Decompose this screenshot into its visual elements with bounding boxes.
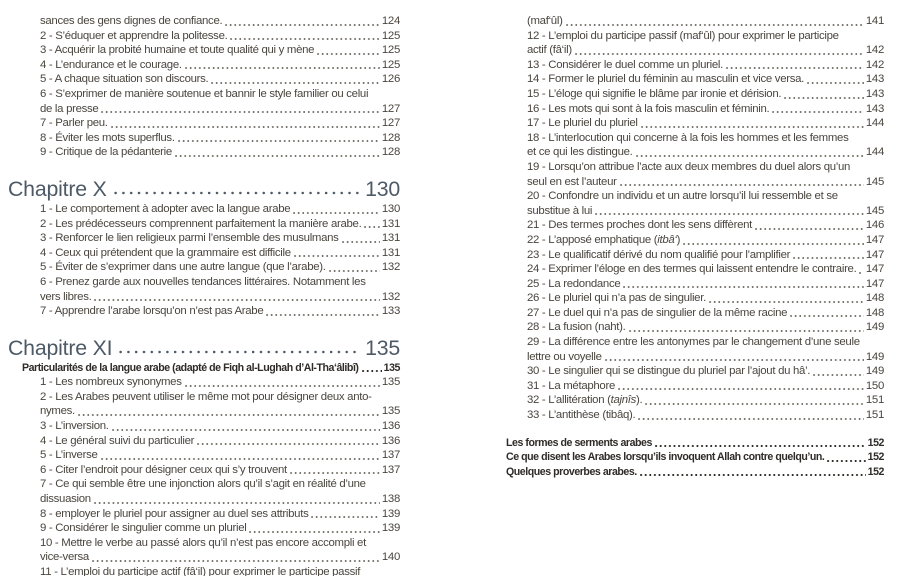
dot-leader-icon — [772, 110, 863, 114]
dot-leader-icon — [329, 269, 380, 273]
toc-entry — [8, 14, 400, 29]
entry-line: 11 - L’emploi du participe actif (fâ‘il) pour exprimer le participe passif — [40, 566, 361, 576]
dot-leader-icon — [94, 298, 379, 302]
page-number: 135 — [381, 405, 400, 418]
page-number: 140 — [381, 551, 400, 564]
page-number: 144 — [865, 117, 884, 130]
entry-text: de la presse — [40, 102, 99, 115]
entry-text: 1 - Les nombreux synonymes — [40, 376, 182, 389]
entry-text: Chapitre XI — [8, 335, 113, 360]
dot-leader-icon — [185, 66, 380, 70]
toc-entry — [8, 29, 400, 44]
toc-entry — [8, 419, 400, 434]
entry-text: seul en est l’auteur — [527, 175, 617, 188]
dot-leader-icon — [230, 37, 379, 41]
dot-leader-icon — [807, 81, 864, 85]
entry-text: 5 - L’inverse — [40, 449, 98, 462]
toc-section-entry — [506, 436, 884, 451]
page-number: 132 — [381, 290, 400, 303]
page-number: 127 — [381, 117, 400, 130]
dot-leader-icon — [566, 23, 864, 27]
toc-entry — [506, 131, 884, 160]
entry-text: 22 - L’apposé emphatique (itbâ‘) — [527, 233, 681, 246]
dot-leader-icon — [618, 387, 864, 391]
entry-line: 20 - Confondre un individu et un autre lorsqu’il lui ressemble et se — [527, 190, 838, 203]
toc-entry — [506, 291, 884, 306]
page-number: 148 — [865, 292, 884, 305]
page-number: 149 — [865, 350, 884, 363]
entry-text: 16 - Les mots qui sont à la fois masculin et féminin. — [527, 102, 770, 115]
toc-entry — [8, 231, 400, 246]
toc-entry — [8, 521, 400, 536]
toc-entry — [506, 87, 884, 102]
dot-leader-icon — [185, 384, 380, 388]
dot-leader-icon — [249, 530, 379, 534]
entry-text: 13 - Considérer le duel comme un pluriel. — [527, 58, 723, 71]
entry-text: 1 - Le comportement à adopter avec la langue arabe — [40, 202, 291, 215]
dot-leader-icon — [294, 254, 380, 258]
page-number: 127 — [381, 102, 400, 115]
dot-leader-icon — [112, 428, 380, 432]
entry-text: 7 - Apprendre l’arabe lorsqu’on n’est pas Arabe — [40, 305, 264, 318]
entry-text: sances des gens dignes de confiance. — [40, 15, 223, 27]
dot-leader-icon — [290, 471, 380, 475]
page-number: 131 — [381, 232, 400, 245]
entry-text: lettre ou voyelle — [527, 350, 602, 363]
toc-entry — [506, 379, 884, 394]
entry-text: 2 - S’éduquer et apprendre la politesse. — [40, 29, 228, 42]
chapter-heading — [8, 177, 400, 201]
toc-entry — [8, 304, 400, 319]
entry-text: 4 - Le général suivi du particulier — [40, 434, 195, 447]
page-number: 152 — [867, 451, 884, 464]
page-number: 147 — [865, 248, 884, 261]
page-number: 125 — [381, 58, 400, 71]
entry-line: 6 - Prenez garde aux nouvelles tendances littéraires. Notamment les — [40, 275, 366, 288]
entry-text: 27 - Le duel qui n’a pas de singulier de la même racine — [527, 306, 788, 319]
entry-text: 33 - L’antithèse (tibâq). — [527, 409, 636, 422]
entry-text: 25 - La redondance — [527, 277, 621, 290]
dot-leader-icon — [178, 139, 380, 143]
toc-entry — [8, 375, 400, 390]
dot-leader-icon — [175, 154, 380, 158]
entry-text: 26 - Le pluriel qui n’a pas de singulier. — [527, 292, 706, 305]
toc-entry — [8, 565, 400, 576]
dot-leader-icon — [641, 125, 864, 129]
entry-line: 12 - L’emploi du participe passif (maf‘ûl) pour exprimer le participe — [527, 29, 839, 42]
entry-text: 8 - employer le pluriel pour assigner au duel ses attributs — [40, 507, 309, 520]
toc-entry — [506, 58, 884, 73]
page-number: 136 — [381, 434, 400, 447]
page-number: 143 — [865, 73, 884, 86]
dot-leader-icon — [726, 66, 864, 70]
toc-entry — [8, 463, 400, 478]
page-number: 128 — [381, 146, 400, 159]
toc-entry — [8, 260, 400, 275]
entry-text: vers libres. — [40, 290, 92, 303]
toc-entry — [506, 335, 884, 364]
page-number: 142 — [865, 44, 884, 57]
dot-leader-icon — [755, 227, 864, 231]
dot-leader-icon — [813, 373, 864, 377]
page-number: 147 — [865, 233, 884, 246]
dot-leader-icon — [94, 501, 380, 505]
page-number: 139 — [381, 522, 400, 535]
page-number: 135 — [383, 361, 400, 374]
entry-text: et ce qui les distingue. — [527, 146, 633, 159]
page-number: 137 — [381, 463, 400, 476]
dot-leader-icon — [595, 212, 864, 216]
entry-text: 31 - La métaphore — [527, 379, 615, 392]
dot-leader-icon — [362, 369, 382, 373]
page-number: 149 — [865, 321, 884, 334]
entry-text: Les formes de serments arabes — [506, 436, 652, 449]
entry-text: 3 - Acquérir la probité humaine et toute qualité qui y mène — [40, 44, 315, 57]
toc-section-entry — [506, 450, 884, 465]
dot-leader-icon — [575, 52, 864, 56]
toc-entry — [8, 145, 400, 160]
entry-line: 29 - La différence entre les antonymes par le changement d’une seule — [527, 336, 860, 349]
entry-text: 3 - L’inversion. — [40, 420, 109, 433]
entry-text: 21 - Des termes proches dont les sens diffèrent — [527, 219, 753, 232]
page-number: 135 — [365, 335, 400, 360]
dot-leader-icon — [211, 81, 379, 85]
toc-entry — [506, 364, 884, 379]
toc-entry — [8, 448, 400, 463]
page-number: 125 — [381, 44, 400, 57]
dot-leader-icon — [629, 329, 864, 333]
page-number: 126 — [381, 73, 400, 86]
toc-entry — [506, 393, 884, 408]
page-number: 146 — [865, 219, 884, 232]
dot-leader-icon — [683, 242, 864, 246]
entry-text: 15 - L’éloge qui signifie le blâme par ironie et dérision. — [527, 87, 782, 100]
toc-entry — [8, 275, 400, 304]
dot-leader-icon — [197, 442, 380, 446]
entry-text: nymes. — [40, 405, 75, 418]
page-number: 130 — [381, 202, 400, 215]
toc-column-right — [506, 14, 884, 479]
entry-text: Chapitre X — [8, 176, 107, 201]
toc-entry — [8, 131, 400, 146]
entry-line: 10 - Mettre le verbe au passé alors qu’il n’est pas encore accompli et — [40, 536, 366, 549]
page-number: 152 — [867, 436, 884, 449]
entry-line: 19 - Lorsqu’on attribue l’acte aux deux membres du duel alors qu’un — [527, 160, 851, 173]
dot-leader-icon — [119, 349, 360, 355]
page-number: 138 — [381, 493, 400, 506]
dot-leader-icon — [311, 515, 379, 519]
page-number: 141 — [865, 15, 884, 27]
toc-entry — [8, 43, 400, 58]
page-number: 143 — [865, 87, 884, 100]
entry-text: 30 - Le singulier qui se distingue du pluriel par l’ajout du hâ’. — [527, 365, 811, 378]
dot-leader-icon — [645, 402, 863, 406]
toc-entry — [506, 320, 884, 335]
page-number: 125 — [381, 29, 400, 42]
page-number: 147 — [865, 263, 884, 276]
toc-entry — [506, 102, 884, 117]
page-number: 131 — [381, 246, 400, 259]
toc-entry — [506, 72, 884, 87]
entry-text: 17 - Le pluriel du pluriel — [527, 117, 638, 130]
toc-entry — [506, 408, 884, 423]
dot-leader-icon — [293, 211, 380, 215]
toc-entry — [506, 306, 884, 321]
toc-entry — [8, 434, 400, 449]
page-number: 137 — [381, 449, 400, 462]
toc-entry — [506, 248, 884, 263]
dot-leader-icon — [266, 313, 380, 317]
toc-entry — [506, 14, 884, 29]
dot-leader-icon — [636, 154, 864, 158]
page-number: 152 — [867, 465, 884, 478]
toc-entry — [8, 217, 400, 232]
toc-entry — [8, 246, 400, 261]
entry-text: 14 - Former le pluriel du féminin au masculin et vice versa. — [527, 73, 805, 86]
toc-entry — [506, 277, 884, 292]
dot-leader-icon — [784, 96, 864, 100]
toc-entry — [8, 477, 400, 506]
page-number: 151 — [865, 394, 884, 407]
entry-text: Ce que disent les Arabes lorsqu’ils invoquent Allah contre quelqu’un. — [506, 451, 825, 464]
dot-leader-icon — [623, 285, 863, 289]
entry-text: Quelques proverbes arabes. — [506, 465, 637, 478]
page-number: 145 — [865, 204, 884, 217]
dot-leader-icon — [92, 559, 380, 563]
entry-text: substitue à lui — [527, 204, 593, 217]
entry-text: 24 - Exprimer l’éloge en des termes qui laissent entendre le contraire. — [527, 263, 857, 276]
page-number: 136 — [381, 420, 400, 433]
toc-entry — [8, 507, 400, 522]
entry-line: 18 - L’interlocution qui concerne à la fois les hommes et les femmes — [527, 131, 849, 144]
toc-entry — [8, 536, 400, 565]
dot-leader-icon — [620, 183, 864, 187]
entry-text: vice-versa — [40, 551, 89, 564]
page-number: 147 — [865, 277, 884, 290]
entry-text: 8 - Éviter les mots superflus. — [40, 131, 175, 144]
entry-text: 5 - Éviter de s’exprimer dans une autre langue (que l’arabe). — [40, 261, 326, 274]
entry-text: 9 - Critique de la pédanterie — [40, 146, 172, 159]
entry-text: 32 - L’allitération (tajnîs). — [527, 394, 643, 407]
toc-section-entry — [506, 465, 884, 480]
toc-entry — [8, 58, 400, 73]
entry-text: 6 - Citer l’endroit pour désigner ceux qui s’y trouvent — [40, 463, 287, 476]
entry-text: 4 - Ceux qui prétendent que la grammaire est difficile — [40, 246, 291, 259]
dot-leader-icon — [827, 459, 865, 463]
entry-line: 2 - Les Arabes peuvent utiliser le même mot pour désigner deux anto- — [40, 390, 372, 403]
dot-leader-icon — [790, 314, 864, 318]
toc-entry — [8, 72, 400, 87]
page-number: 150 — [865, 379, 884, 392]
dot-leader-icon — [78, 413, 380, 417]
chapter-heading — [8, 336, 400, 360]
page-number: 130 — [365, 176, 400, 201]
entry-text: 3 - Renforcer le lien religieux parmi l’ensemble des musulmans — [40, 232, 339, 245]
toc-entry — [506, 29, 884, 58]
page-number: 144 — [865, 146, 884, 159]
dot-leader-icon — [225, 23, 380, 27]
dot-leader-icon — [114, 190, 360, 196]
toc-entry — [506, 189, 884, 218]
toc-entry — [8, 87, 400, 116]
dot-leader-icon — [101, 110, 379, 114]
page-number: 132 — [381, 261, 400, 274]
page-number: 145 — [865, 175, 884, 188]
dot-leader-icon — [317, 52, 380, 56]
toc-entry — [8, 390, 400, 419]
toc-section-entry — [8, 361, 400, 376]
toc-column-left — [8, 14, 400, 576]
page-number: 124 — [381, 15, 400, 27]
entry-text: 2 - Les prédécesseurs comprennent parfaitement la manière arabe. — [40, 217, 362, 230]
page-number: 148 — [865, 306, 884, 319]
entry-text: 7 - Parler peu. — [40, 117, 108, 130]
page-number: 131 — [381, 217, 400, 230]
entry-text: 5 - A chaque situation son discours. — [40, 73, 209, 86]
toc-entry — [506, 160, 884, 189]
entry-text: (maf‘ûl) — [527, 15, 563, 27]
page-number: 142 — [865, 58, 884, 71]
dot-leader-icon — [342, 240, 380, 244]
toc-entry — [506, 233, 884, 248]
dot-leader-icon — [640, 473, 866, 477]
page-number: 139 — [381, 507, 400, 520]
toc-entry — [8, 116, 400, 131]
toc-entry — [506, 116, 884, 131]
page-number: 143 — [865, 102, 884, 115]
entry-text: actif (fâ‘il) — [527, 44, 572, 57]
entry-text: Particularités de la langue arabe (adapté de Fiqh al-Lughah d’Al-Tha‘âlibî) — [22, 361, 359, 374]
page-number: 149 — [865, 365, 884, 378]
dot-leader-icon — [111, 125, 380, 129]
entry-text: 4 - L’endurance et le courage. — [40, 58, 182, 71]
dot-leader-icon — [638, 417, 864, 421]
entry-text: 9 - Considérer le singulier comme un pluriel — [40, 522, 247, 535]
dot-leader-icon — [101, 457, 380, 461]
dot-leader-icon — [859, 271, 863, 275]
page-number: 133 — [381, 305, 400, 318]
page-number: 135 — [381, 376, 400, 389]
dot-leader-icon — [655, 444, 866, 448]
page-number: 151 — [865, 409, 884, 422]
dot-leader-icon — [793, 256, 864, 260]
toc-entry — [506, 218, 884, 233]
toc-entry — [8, 202, 400, 217]
dot-leader-icon — [364, 225, 379, 229]
entry-text: dissuasion — [40, 493, 91, 506]
toc-entry — [506, 262, 884, 277]
entry-line: 6 - S’exprimer de manière soutenue et bannir le style familier ou celui — [40, 87, 369, 100]
entry-text: 23 - Le qualificatif dérivé du nom qualifié pour l’amplifier — [527, 248, 791, 261]
entry-text: 28 - La fusion (naht). — [527, 321, 626, 334]
page-number: 128 — [381, 131, 400, 144]
entry-line: 7 - Ce qui semble être une injonction alors qu’il s’agit en réalité d’une — [40, 478, 366, 491]
dot-leader-icon — [709, 300, 864, 304]
dot-leader-icon — [605, 358, 864, 362]
